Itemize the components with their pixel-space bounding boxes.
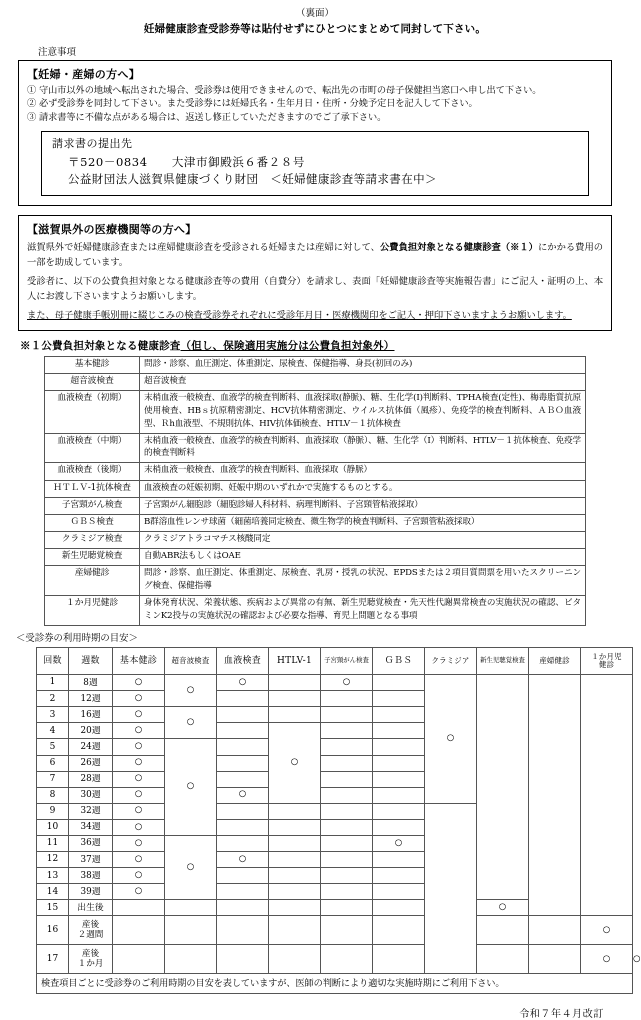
cell-blood	[217, 803, 269, 819]
table-row	[45, 514, 586, 531]
col-header-month1-line2: 健診	[598, 660, 615, 670]
cell-hearing	[529, 916, 581, 945]
cell-blood	[217, 868, 269, 884]
cell-gbs	[373, 852, 425, 868]
cell-htlv	[269, 691, 321, 707]
cell-hearing-merged	[477, 675, 529, 900]
document-page	[0, 8, 641, 1020]
cell-gbs	[373, 755, 425, 771]
cell-cervical	[321, 884, 373, 900]
table-row	[45, 532, 586, 549]
row-count: 16	[37, 916, 69, 945]
row-weeks: 出生後	[69, 900, 113, 916]
exam-detail: 身体発育状況、栄養状態、疾病および異常の有無、新生児聴覚検査・先天性代謝異常検査の実施状況の確認、ビタミンK2投与の実施状況の確認および必要な指導、育児上問題となる事項	[140, 596, 586, 626]
outside-prefecture-title: 【滋賀県外の医療機関等の方へ】	[27, 223, 197, 237]
row-weeks-line1: 産後	[81, 948, 100, 959]
row-weeks: 26週	[69, 755, 113, 771]
row-count: 9	[37, 803, 69, 819]
exam-name: 新生児聴覚検査	[45, 549, 140, 566]
cell-blood	[217, 835, 269, 851]
schedule-header-row	[37, 648, 633, 675]
cell-gbs	[373, 691, 425, 707]
cell-cervical	[321, 868, 373, 884]
cell-ultrasound	[165, 900, 217, 916]
cell-htlv	[269, 916, 321, 945]
cell-blood: ○	[217, 787, 269, 803]
cell-ultrasound-merged: ○	[165, 835, 217, 899]
row-count: 2	[37, 691, 69, 707]
table-row	[45, 373, 586, 390]
cell-basic: ○	[113, 691, 165, 707]
row-weeks: 16週	[69, 707, 113, 723]
cell-htlv	[269, 803, 321, 819]
outside-prefecture-box	[18, 215, 612, 330]
row-weeks: 28週	[69, 771, 113, 787]
exam-name: 血液検査（後期）	[45, 463, 140, 480]
cell-gbs	[373, 803, 425, 819]
col-header-postpartum: 産婦健診	[529, 648, 581, 675]
cell-basic: ○	[113, 739, 165, 755]
row-weeks: 37週	[69, 852, 113, 868]
cell-gbs	[373, 723, 425, 739]
row-count: 14	[37, 884, 69, 900]
cell-basic	[113, 900, 165, 916]
exam-detail: 末梢血液一般検査、血液学的検査判断料、血液採取（静脈）、糖、生化学（Ⅰ）判断料、HTLV－１抗体検査、免疫学的検査判断料	[140, 433, 586, 463]
table-row	[37, 675, 633, 691]
exam-detail: B群溶血性レンサ球菌（細菌培養同定検査、微生物学的検査判断料、子宮頸管粘液採取）	[140, 514, 586, 531]
row-count: 13	[37, 868, 69, 884]
cell-gbs	[373, 675, 425, 691]
table-row: 17 産後 １か月 ○ ○	[37, 945, 633, 974]
row-weeks	[69, 916, 113, 945]
col-header-ultrasound: 超音波検査	[165, 648, 217, 675]
cell-htlv	[269, 900, 321, 916]
cell-basic: ○	[113, 723, 165, 739]
cell-blood	[217, 916, 269, 945]
row-weeks-line2: １か月	[77, 959, 104, 970]
row-count: 6	[37, 755, 69, 771]
schedule-note: 検査項目ごとに受診券のご利用時期の目安を表していますが、医師の判断により適切な実施時期にご利用下さい。	[37, 974, 633, 994]
cell-cervical: ○	[321, 675, 373, 691]
cell-blood	[217, 884, 269, 900]
cell-basic: ○	[113, 755, 165, 771]
cell-chlamydia-merged: ○	[425, 675, 477, 804]
row-count: 17	[37, 945, 69, 974]
cell-chlamydia	[477, 945, 529, 974]
cell-ultrasound	[165, 916, 217, 945]
cell-blood	[217, 739, 269, 755]
table-row	[45, 356, 586, 373]
row-weeks: 12週	[69, 691, 113, 707]
cell-ultrasound-merged: ○	[165, 739, 217, 836]
pregnant-notice-title: 【妊婦・産婦の方へ】	[27, 67, 140, 81]
cell-htlv	[269, 884, 321, 900]
cell-gbs: ○	[373, 835, 425, 851]
cell-htlv	[269, 819, 321, 835]
row-count: 7	[37, 771, 69, 787]
cell-htlv	[269, 707, 321, 723]
exam-detail: 問診・診察、血圧測定、体重測定、尿検査、乳房・授乳の状況、EPDSまたは２項目質問票を用いたスクリーニング検査、保健指導	[140, 566, 586, 596]
pregnant-notice-item-2: ② 必ず受診券を同封して下さい。また受診券には妊婦氏名・生年月日・住所・分娩予定日を記入して下さい。	[27, 98, 478, 110]
table-row	[45, 433, 586, 463]
row-count: 8	[37, 787, 69, 803]
cell-gbs	[373, 707, 425, 723]
cell-postpartum-merged	[529, 675, 581, 916]
cell-basic: ○	[113, 787, 165, 803]
cell-basic: ○	[113, 884, 165, 900]
cell-gbs	[373, 787, 425, 803]
covered-exams-heading	[20, 338, 630, 353]
row-weeks: 39週	[69, 884, 113, 900]
cell-cervical	[321, 945, 373, 974]
cell-gbs	[373, 819, 425, 835]
cell-gbs	[373, 739, 425, 755]
cell-gbs	[373, 884, 425, 900]
row-count: 15	[37, 900, 69, 916]
cell-hearing: ○	[477, 900, 529, 916]
cell-ultrasound-merged: ○	[165, 675, 217, 707]
schedule-caption: ＜受診券の利用時期の目安＞	[16, 633, 138, 645]
cell-ultrasound-merged: ○	[165, 707, 217, 739]
cell-blood	[217, 755, 269, 771]
exam-detail: 自動ABR法もしくはOAE	[140, 549, 586, 566]
cell-cervical	[321, 852, 373, 868]
cell-htlv	[269, 945, 321, 974]
outside-prefecture-para-1	[27, 241, 603, 271]
cell-blood: ○	[217, 852, 269, 868]
exam-name: ＨＴＬＶ-1抗体検査	[45, 480, 140, 497]
exam-detail: 超音波検査	[140, 373, 586, 390]
cell-cervical	[321, 723, 373, 739]
table-row	[45, 596, 586, 626]
submission-address-postal: 〒520－0834 大津市御殿浜６番２８号	[68, 154, 305, 169]
pregnant-notice-item-1: ① 守山市以外の地域へ転出された場合、受診券は使用できませんので、転出先の市町の母子保健担当窓口へ申し出て下さい。	[27, 84, 542, 96]
row-weeks: 36週	[69, 835, 113, 851]
cell-htlv	[269, 868, 321, 884]
cell-blood: ○	[217, 675, 269, 691]
cell-htlv-merged: ○	[269, 723, 321, 803]
cell-basic: ○	[113, 868, 165, 884]
cell-cervical	[321, 707, 373, 723]
submission-address-box	[41, 131, 589, 196]
covered-exams-heading-sub: （但し、保険適用実施分は公費負担対象外）	[180, 339, 395, 352]
cell-blood	[217, 707, 269, 723]
row-weeks	[69, 945, 113, 974]
row-count: 4	[37, 723, 69, 739]
schedule-table	[36, 647, 641, 994]
table-row	[45, 480, 586, 497]
col-header-hearing: 新生児聴覚検査	[477, 648, 529, 675]
col-header-htlv: HTLV-1	[269, 648, 321, 675]
exam-name: 子宮頸がん検査	[45, 497, 140, 514]
exam-detail: 血液検査の妊娠初期、妊娠中期のいずれかで実施するものとする。	[140, 480, 586, 497]
exam-name: クラミジア検査	[45, 532, 140, 549]
cell-blood	[217, 900, 269, 916]
row-count: 1	[37, 675, 69, 691]
col-header-basic: 基本健診	[113, 648, 165, 675]
cell-postpartum: ○	[581, 945, 633, 974]
cell-gbs	[373, 945, 425, 974]
row-weeks: 30週	[69, 787, 113, 803]
cell-cervical	[321, 900, 373, 916]
cell-cervical	[321, 916, 373, 945]
para1-segment-b: 公費負担対象となる健康診査（※１）	[379, 242, 538, 254]
pregnant-notice-item-3: ③ 請求書等に不備な点がある場合は、返送し修正していただきますのでご了承下さい。	[27, 112, 387, 124]
cell-basic	[113, 945, 165, 974]
cell-cervical	[321, 819, 373, 835]
cell-basic: ○	[113, 707, 165, 723]
cell-gbs	[373, 916, 425, 945]
table-row	[45, 463, 586, 480]
cell-basic: ○	[113, 675, 165, 691]
exam-name: 基本健診	[45, 356, 140, 373]
para1-segment-a: 滋賀県外で妊婦健康診査または産婦健康診査を受診される妊婦または産婦に対して、	[27, 242, 380, 254]
col-header-cervical: 子宮頸がん検査	[321, 648, 373, 675]
cell-cervical	[321, 771, 373, 787]
cell-blood	[217, 819, 269, 835]
cell-blood	[217, 723, 269, 739]
table-row	[45, 497, 586, 514]
row-count: 11	[37, 835, 69, 851]
cell-blood	[217, 691, 269, 707]
page-side-label: （裏面）	[295, 8, 334, 19]
row-count: 3	[37, 707, 69, 723]
row-count: 5	[37, 739, 69, 755]
exam-name: 血液検査（中期）	[45, 433, 140, 463]
exam-detail: 末梢血液一般検査、血液学的検査判断料、血液採取（静脈）	[140, 463, 586, 480]
cell-htlv	[269, 852, 321, 868]
row-weeks: 20週	[69, 723, 113, 739]
cell-basic: ○	[113, 835, 165, 851]
submission-address-org: 公益財団法人滋賀県健康づくり財団 ＜妊婦健康診査等請求書在中＞	[68, 172, 437, 187]
row-count: 12	[37, 852, 69, 868]
cell-hearing	[529, 945, 581, 974]
col-header-count: 回数	[37, 648, 69, 675]
col-header-month1-line1: １か月児	[591, 651, 622, 661]
table-row	[45, 390, 586, 433]
exam-detail: 問診・診察、血圧測定、体重測定、尿検査、保健指導、身長(初回のみ)	[140, 356, 586, 373]
pregnant-notice-box	[18, 60, 612, 207]
exam-name: ＧＢＳ検査	[45, 514, 140, 531]
col-header-gbs: ＧＢＳ	[373, 648, 425, 675]
cell-basic: ○	[113, 803, 165, 819]
cell-postpartum: ○	[581, 916, 633, 945]
row-weeks: 32週	[69, 803, 113, 819]
cell-gbs	[373, 771, 425, 787]
exam-detail: クラミジアトラコマチス核酸同定	[140, 532, 586, 549]
row-count: 10	[37, 819, 69, 835]
cell-blood	[217, 771, 269, 787]
row-weeks-line1: 産後	[81, 919, 100, 930]
col-header-chlamydia: クラミジア	[425, 648, 477, 675]
cell-basic	[113, 916, 165, 945]
exam-name: 超音波検査	[45, 373, 140, 390]
exam-detail: 子宮頸がん細胞診（細胞診婦人科材料、病理判断料、子宮頸管粘液採取）	[140, 497, 586, 514]
row-weeks: 8週	[69, 675, 113, 691]
revision-date: 令和７年４月改訂	[519, 1009, 604, 1020]
covered-exams-table	[44, 356, 586, 627]
table-row	[37, 916, 633, 945]
cell-basic: ○	[113, 771, 165, 787]
row-weeks: 24週	[69, 739, 113, 755]
submission-address-title: 請求書の提出先	[52, 137, 133, 151]
cell-gbs	[373, 868, 425, 884]
cell-cervical	[321, 691, 373, 707]
table-row	[45, 566, 586, 596]
cell-chlamydia-empty	[425, 803, 477, 974]
covered-exams-heading-main: ※１公費負担対象となる健康診査	[20, 339, 181, 352]
schedule-note-row	[37, 974, 633, 994]
exam-name: １か月児健診	[45, 596, 140, 626]
cell-cervical	[321, 755, 373, 771]
cell-blood	[217, 945, 269, 974]
cell-month1-merged	[581, 675, 633, 916]
cell-cervical	[321, 803, 373, 819]
cell-cervical	[321, 739, 373, 755]
col-header-blood: 血液検査	[217, 648, 269, 675]
cell-ultrasound	[165, 945, 217, 974]
cell-gbs	[373, 900, 425, 916]
row-weeks-line2: ２週間	[77, 930, 104, 941]
row-weeks: 38週	[69, 868, 113, 884]
table-row	[45, 549, 586, 566]
outside-prefecture-para-2: 受診者に、以下の公費負担対象となる健康診査等の費用（自費分）を請求し、表面「妊婦健康診査等実施報告書」にご記入・証明の上、本人にお渡し下さいますようお願いします。	[27, 275, 603, 302]
cell-chlamydia	[477, 916, 529, 945]
cell-cervical	[321, 835, 373, 851]
cell-htlv	[269, 675, 321, 691]
notice-label: 注意事項	[38, 46, 77, 58]
exam-name: 血液検査（初期）	[45, 390, 140, 433]
row-weeks: 34週	[69, 819, 113, 835]
page-instruction: 妊婦健康診査受診券等は貼付せずにひとつにまとめて同封して下さい。	[143, 22, 487, 35]
col-header-month1	[581, 648, 633, 675]
cell-htlv	[269, 835, 321, 851]
cell-basic: ○	[113, 819, 165, 835]
exam-name: 産婦健診	[45, 566, 140, 596]
cell-basic: ○	[113, 852, 165, 868]
exam-detail: 末梢血液一般検査、血液学的検査判断料、血液採取(静脈)、糖、生化学(Ⅰ)判断料、TPHA検査(定性)、梅毒脂質抗原使用検査、HBｓ抗原精密測定、HCV抗体精密測定、ウイルス抗体価（風疹）、免疫学的検査判断料、ＡＢＯ血液型、Ｒh血液型、不規則抗体、HIV抗体価検査、HTLV－１抗体検査	[140, 390, 586, 433]
para1-segment-c: にかかる費用の一部を助成しています。	[27, 242, 603, 269]
col-header-weeks: 週数	[69, 648, 113, 675]
cell-cervical	[321, 787, 373, 803]
outside-prefecture-para-3: また、母子健康手帳別冊に綴じこみの検査受診券それぞれに受診年月日・医療機関印をご記入・押印下さいますようお願いします。	[27, 309, 572, 321]
